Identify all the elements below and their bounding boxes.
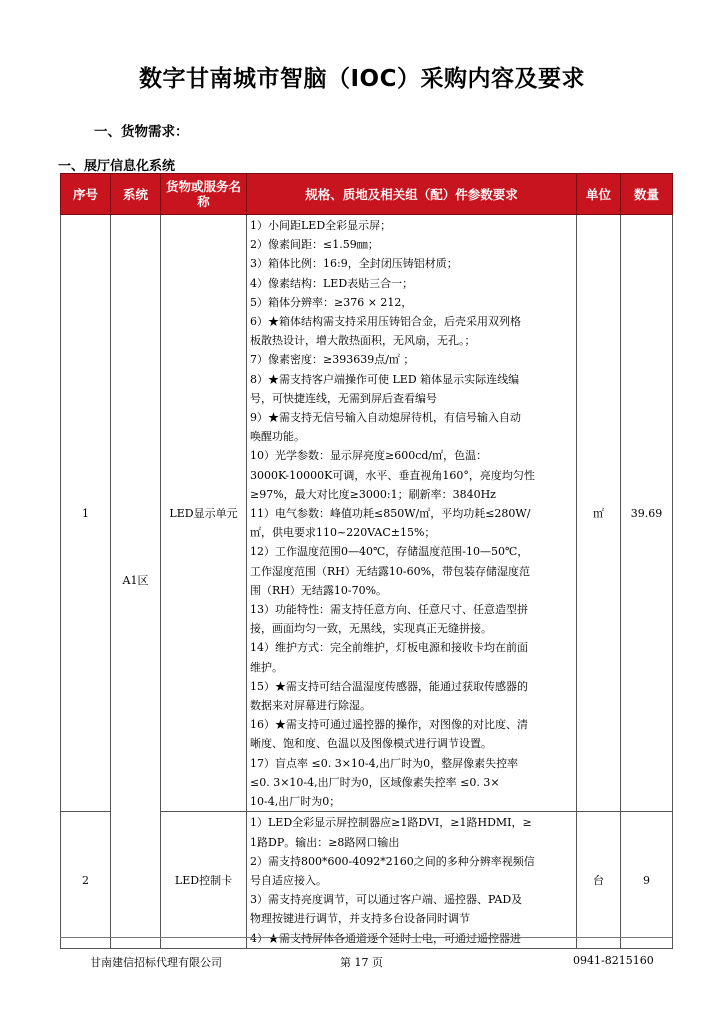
spec-line: 工作湿度范围（RH）无结露10-60%，带包装存储湿度范 [250, 564, 531, 578]
spec-line: 2）像素间距：≤1.59㎜； [250, 238, 379, 252]
page-title: 数字甘南城市智脑（IOC）采购内容及要求 [139, 66, 585, 92]
spec-line: 17）盲点率 ≤0. 3×10-4,出厂时为0，整屏像素失控率 [250, 756, 519, 770]
row-name: LED控制卡 [161, 812, 247, 948]
spec-line: 15）★需支持可结合温湿度传感器，能通过获取传感器的 [250, 679, 528, 693]
header-system: 系统 [111, 174, 161, 215]
header-name: 货物或服务名称 [161, 174, 247, 215]
spec-line: 3）需支持亮度调节，可以通过客户端、遥控器、PAD及 [250, 893, 523, 907]
spec-line: 8）★需支持客户端操作可使 LED 箱体显示实际连线编 [250, 372, 520, 386]
table-row [61, 215, 673, 812]
row-seq: 1 [61, 215, 111, 812]
row-seq: 2 [61, 812, 111, 948]
row-name: LED显示单元 [161, 215, 247, 812]
spec-line: ≥97%，最大对比度≥3000:1；刷新率：3840Hz [250, 487, 496, 501]
spec-line: 16）★需支持可通过遥控器的操作，对图像的对比度、清 [250, 718, 528, 732]
spec-line: 4）★需支持屏体各通道逐个延时上电，可通过遥控器进 [250, 931, 521, 945]
spec-line: 3）箱体比例：16:9，全封闭压铸铝材质； [250, 257, 458, 271]
spec-line: 1）LED全彩显示屏控制器应≥1路DVI，≥1路HDMI，≥ [250, 816, 532, 830]
spec-line: 号，可快捷连线，无需到屏后查看编号 [250, 391, 437, 405]
spec-line: 7）像素密度：≥393639点/㎡ ； [250, 353, 415, 367]
spec-line: ≤0. 3×10-4,出厂时为0，区域像素失控率 ≤0. 3× [250, 775, 500, 789]
spec-line: 3000K-10000K可调，水平、垂直视角160°，亮度均匀性 [250, 468, 535, 482]
spec-line: 物理按键进行调节，并支持多台设备同时调节 [250, 912, 470, 926]
header-unit: 单位 [577, 174, 621, 215]
footer-divider [60, 937, 672, 938]
header-seq: 序号 [61, 174, 111, 215]
spec-line: 4）像素结构：LED表贴三合一； [250, 276, 414, 290]
spec-line: 维护。 [250, 660, 283, 674]
spec-line: 9）★需支持无信号输入自动熄屏待机，有信号输入自动 [250, 411, 521, 425]
spec-line: 2）需支持800*600-4092*2160之间的多种分辨率视频信 [250, 854, 535, 868]
table-header-row [61, 174, 673, 215]
spec-line: 12）工作温度范围0—40℃，存储温度范围-10—50℃， [250, 545, 529, 559]
spec-line: 板散热设计，增大散热面积，无风扇，无孔。； [250, 334, 476, 348]
row-qty: 9 [621, 812, 673, 948]
spec-line: 接，画面均匀一致，无黑线，实现真正无缝拼接。 [250, 622, 492, 636]
header-spec: 规格、质地及相关组（配）件参数要求 [247, 174, 577, 215]
section-heading: 一、货物需求： [94, 124, 189, 140]
spec-line: 号自适应接入。 [250, 873, 327, 887]
spec-line: 6）★箱体结构需支持采用压铸铝合金，后壳采用双列格 [250, 315, 521, 329]
spec-line: ㎡，供电要求110~220VAC±15%； [250, 526, 436, 540]
spec-line: 10-4,出厂时为0； [250, 795, 341, 809]
spec-line: 晰度、饱和度、色温以及图像模式进行调节设置。 [250, 737, 492, 751]
spec-line: 1）小间距LED全彩显示屏； [250, 219, 392, 232]
row-qty: 39.69 [621, 215, 673, 812]
spec-line: 14）维护方式：完全前维护，灯板电源和接收卡均在前面 [250, 641, 528, 655]
spec-line: 围（RH）无结露10-70%。 [250, 583, 388, 597]
subsection-heading: 一、展厅信息化系统 [58, 159, 176, 174]
row-unit: 台 [577, 812, 621, 948]
footer-company: 甘南建信招标代理有限公司 [90, 956, 222, 969]
system-cell [111, 215, 161, 949]
spec-line: 10）光学参数：显示屏亮度≥600cd/㎡，色温： [250, 449, 488, 463]
spec-line: 13）功能特性：需支持任意方向、任意尺寸、任意造型拼 [250, 603, 528, 617]
spec-line: 11）电气参数：峰值功耗≤850W/㎡，平均功耗≤280W/ [250, 507, 531, 521]
header-qty: 数量 [621, 174, 673, 215]
requirements-table [60, 173, 673, 949]
spec-line: 5）箱体分辨率：≥376 × 212， [250, 295, 413, 309]
footer-page-number: 第 17 页 [340, 956, 383, 969]
row-unit: ㎡ [577, 215, 621, 812]
row-spec [247, 215, 577, 812]
system-label: A1区 [122, 574, 149, 587]
spec-line: 数据来对屏幕进行除湿。 [250, 699, 371, 713]
spec-line: 1路DP。输出：≥8路网口输出 [250, 835, 400, 849]
row-spec [247, 812, 577, 948]
footer-phone: 0941-8215160 [573, 954, 654, 967]
spec-line: 唤醒功能。 [250, 430, 305, 444]
